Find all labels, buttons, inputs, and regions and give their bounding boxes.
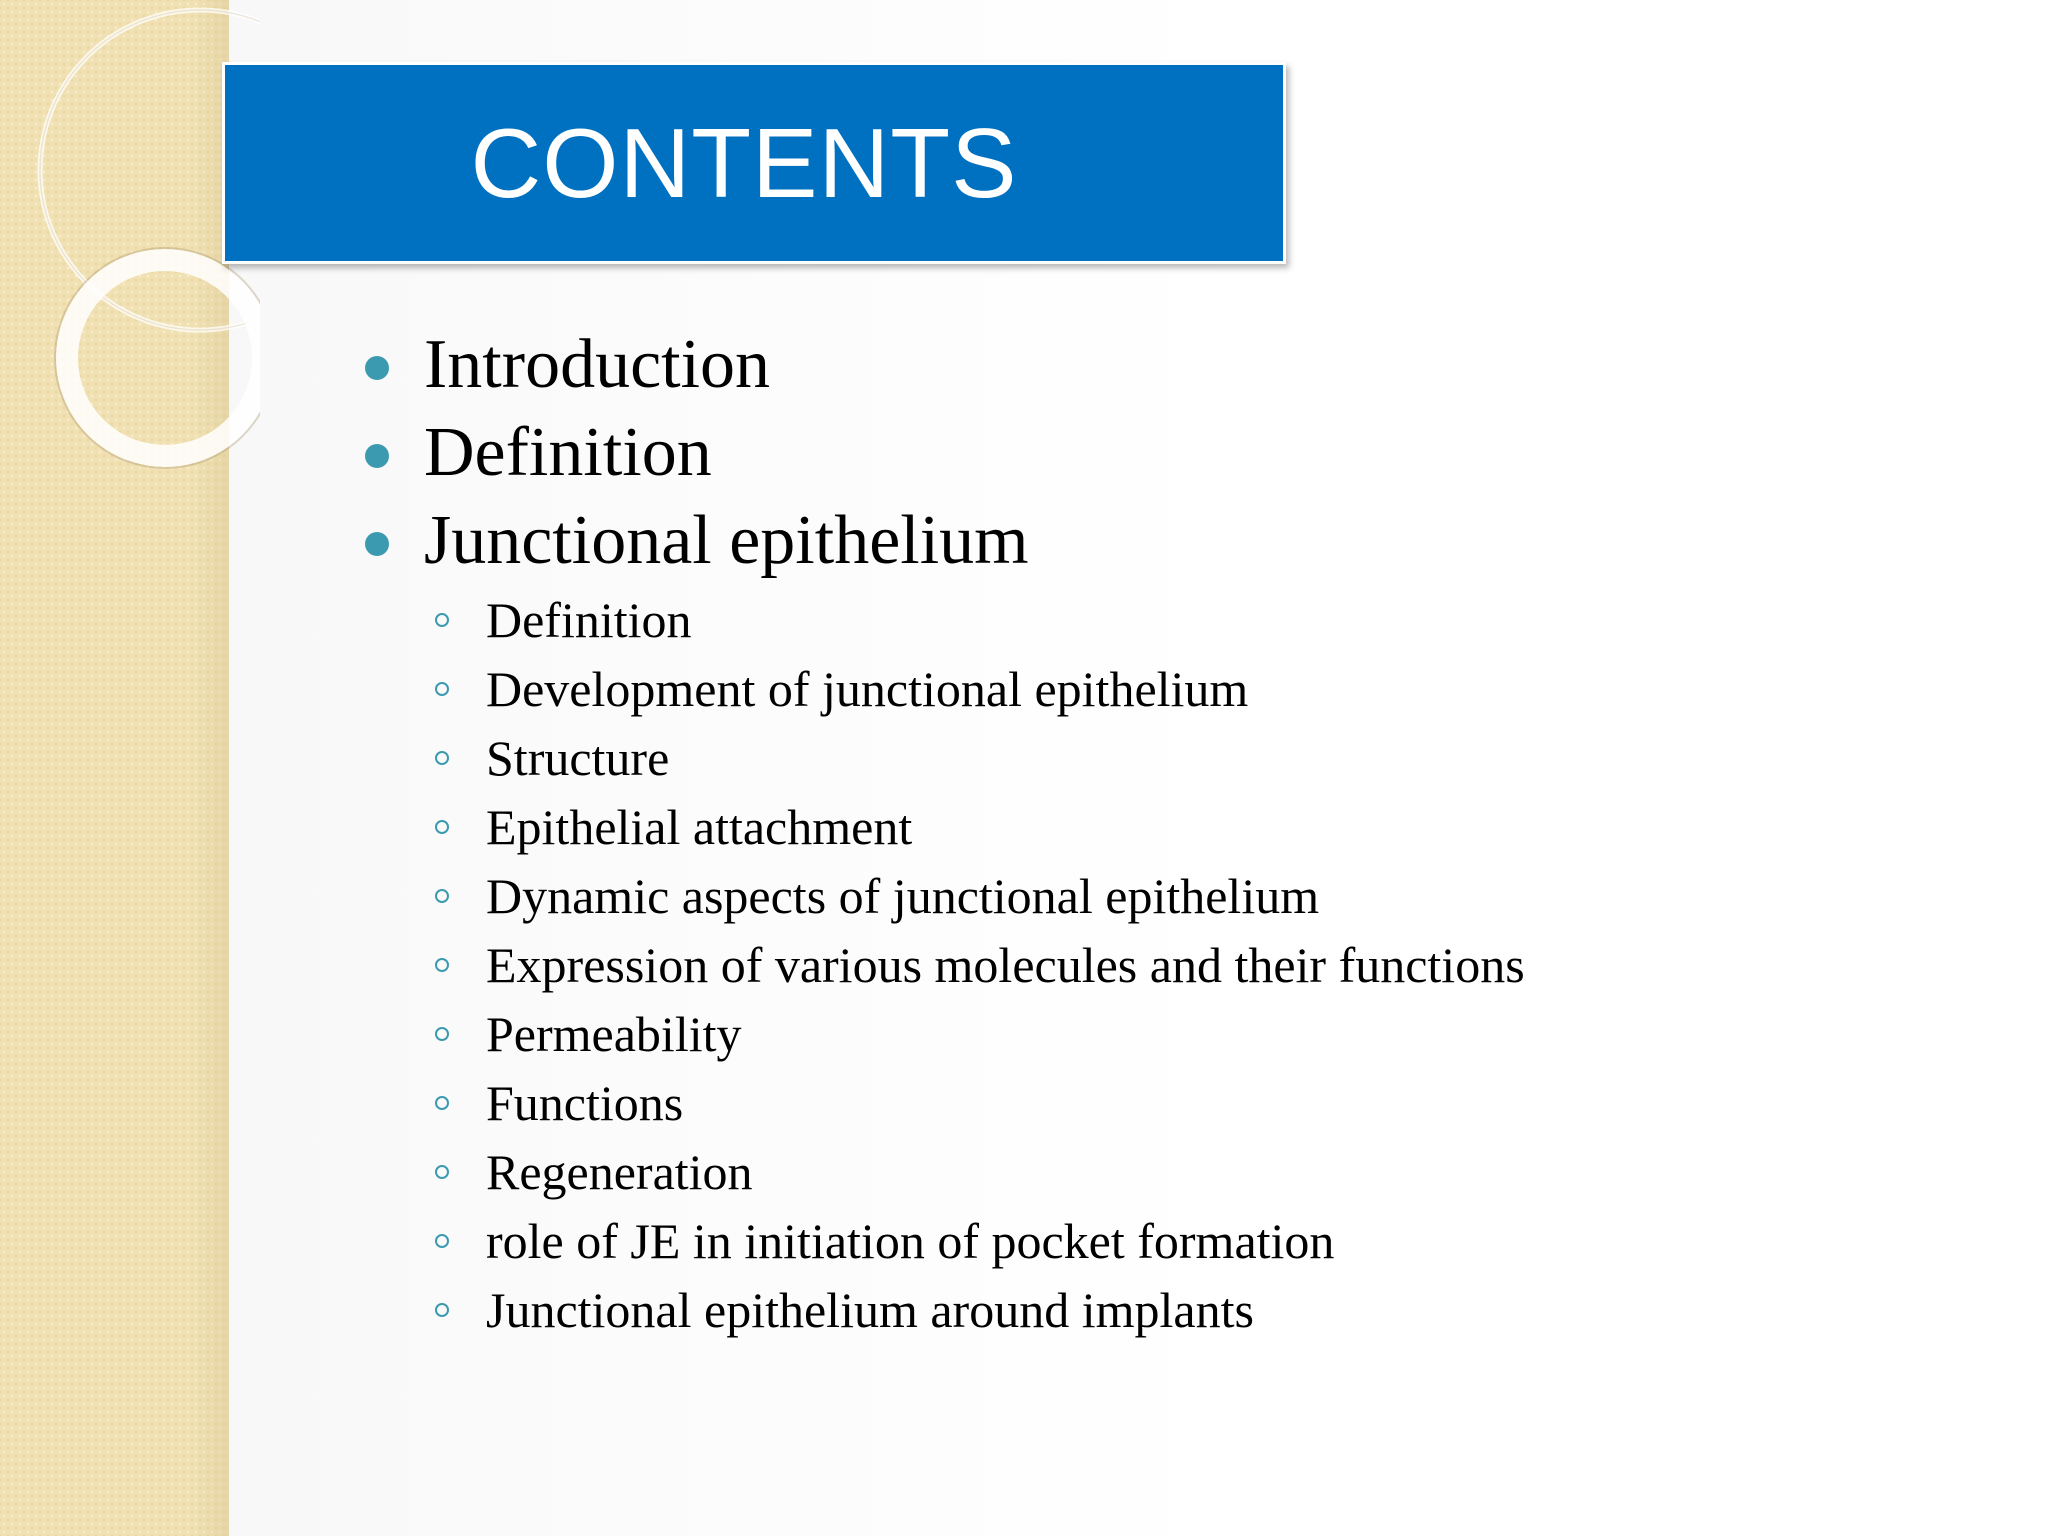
sub-item-development: Development of junctional epithelium	[486, 661, 1249, 717]
sub-bullet-ring-icon	[435, 1096, 449, 1110]
sub-item-dynamic-aspects: Dynamic aspects of junctional epithelium	[486, 868, 1320, 924]
sub-bullet-ring-icon	[435, 1234, 449, 1248]
list-item-introduction: Introduction	[424, 326, 771, 403]
sub-bullet-ring-icon	[435, 820, 449, 834]
sub-bullet-ring-icon	[435, 1165, 449, 1179]
sub-item-permeability: Permeability	[486, 1006, 742, 1062]
bullet-dot-icon	[365, 444, 389, 468]
list-item-junctional-epithelium: Junctional epithelium	[424, 502, 1029, 579]
slide-title: CONTENTS	[470, 107, 1018, 218]
sub-bullet-ring-icon	[435, 958, 449, 972]
sub-bullet-ring-icon	[435, 1027, 449, 1041]
sub-item-role-of-je: role of JE in initiation of pocket formation	[486, 1213, 1335, 1269]
sub-item-regeneration: Regeneration	[486, 1144, 753, 1200]
sub-bullet-ring-icon	[435, 751, 449, 765]
bullet-dot-icon	[365, 532, 389, 556]
bullet-dot-icon	[365, 356, 389, 380]
sub-item-around-implants: Junctional epithelium around implants	[486, 1282, 1254, 1338]
sub-item-epithelial-attachment: Epithelial attachment	[486, 799, 913, 855]
sub-item-functions: Functions	[486, 1075, 684, 1131]
sub-bullet-ring-icon	[435, 682, 449, 696]
sub-bullet-ring-icon	[435, 889, 449, 903]
sub-bullet-ring-icon	[435, 613, 449, 627]
sub-bullet-ring-icon	[435, 1303, 449, 1317]
list-item-definition: Definition	[424, 414, 712, 491]
sub-item-structure: Structure	[486, 730, 670, 786]
sub-item-definition: Definition	[486, 592, 692, 648]
sub-item-expression-of-molecules: Expression of various molecules and their functions	[486, 937, 1525, 993]
